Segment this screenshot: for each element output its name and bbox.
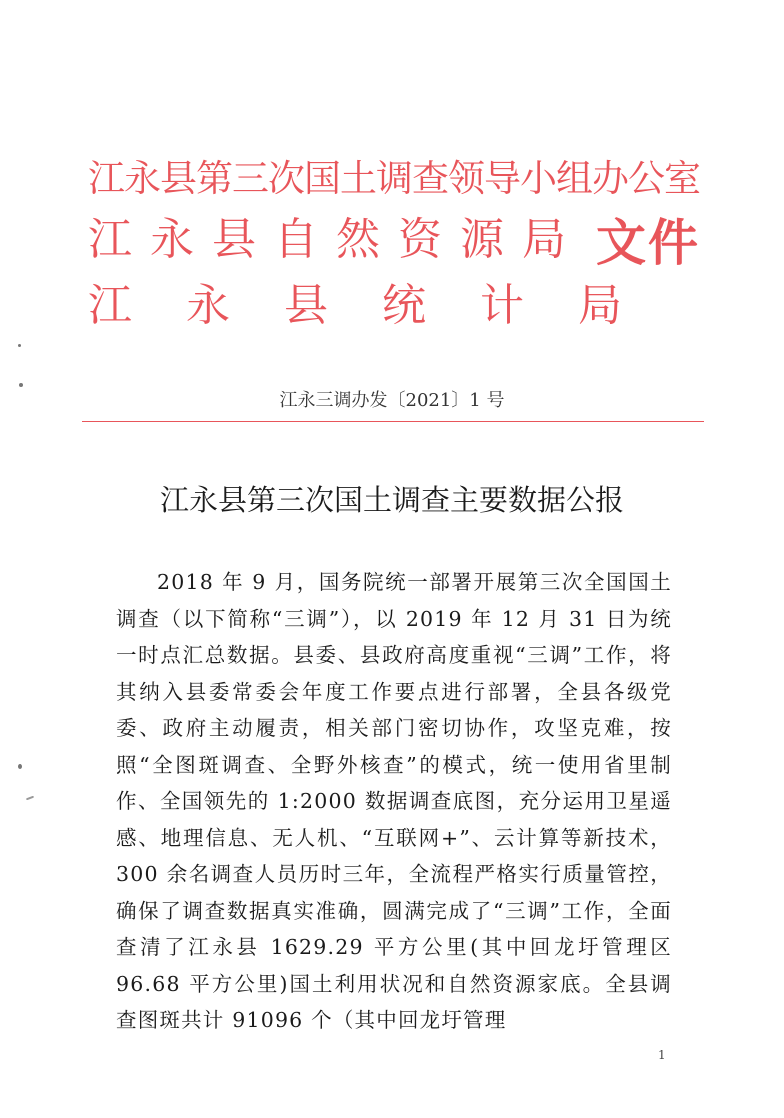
- page-number: 1: [658, 1048, 666, 1062]
- scan-speck-mark: [18, 344, 21, 347]
- body-paragraph: 2018 年 9 月，国务院统一部署开展第三次全国国土调查（以下简称“三调”），以 2019 年 12 月 31 日为统一时点汇总数据。县委、县政府高度重视“三调”工作，将其纳入县委常委会年度工作要点进行部署，全县各级党委、政府主动履责，相关部门密切协作，攻坚克难，按照“全图斑调查、全野外核查”的模式，统一使用省里制作、全国领先的 1:2000 数据调查底图，充分运用卫星遥感、地理信息、无人机、“互联网+”、云计算等新技术，300 余名调查人员历时三年，全流程严格实行质量管控，确保了调查数据真实准确，圆满完成了“三调”工作，全面查清了江永县 1629.29 平方公里(其中回龙圩管理区 96.68 平方公里)国土利用状况和自然资源家底。全县调查图斑共计 91096 个（其中回龙圩管理: [116, 570, 672, 1032]
- document-number: 江永三调办发〔2021〕1 号: [279, 390, 505, 411]
- document-title: 江永县第三次国土调查主要数据公报: [159, 483, 624, 517]
- issuing-org-statistics-bureau: 江永县统计局: [88, 280, 676, 331]
- scan-speck-mark: [26, 796, 34, 801]
- scan-speck-mark: [19, 383, 23, 387]
- document-type-label: 文件: [596, 214, 700, 272]
- red-divider-line: [82, 421, 704, 422]
- scan-speck-mark: [18, 764, 22, 769]
- issuing-org-natural-resources-bureau: 江永县自然资源局: [88, 214, 584, 265]
- issuing-org-leading-group-office: 江永县第三次国土调查领导小组办公室: [88, 157, 700, 200]
